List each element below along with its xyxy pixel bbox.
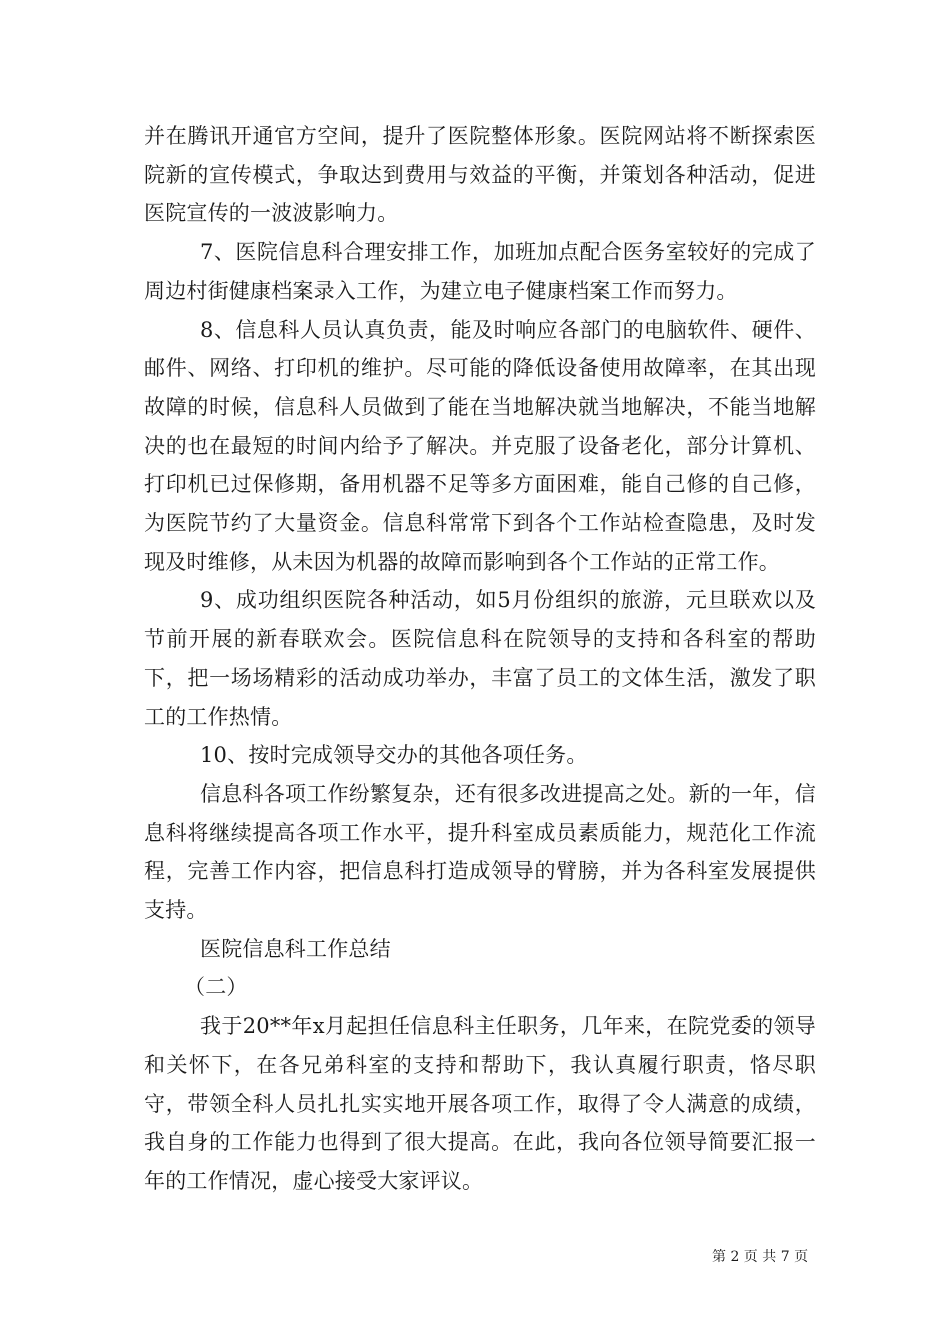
paragraph-summary: 信息科各项工作纷繁复杂，还有很多改进提高之处。新的一年，信息科将继续提高各项工作水平，提升科室成员素质能力，规范化工作流程，完善工作内容，把信息科打造成领导的臂膀，并为各科室发展提供支持。 [144, 781, 816, 923]
paragraph-item-8: 8、信息科人员认真负责，能及时响应各部门的电脑软件、硬件、邮件、网络、打印机的维护。尽可能的降低设备使用故障率，在其出现故障的时候，信息科人员做到了能在当地解决就当地解决，不能当地解决的也在最短的时间内给予了解决。并克服了设备老化，部分计算机、打印机已过保修期，备用机器不足等多方面困难，能自己修的自己修，为医院节约了大量资金。信息科常常下到各个工作站检查隐患，及时发现及时维修，从未因为机器的故障而影响到各个工作站的正常工作。 [144, 317, 816, 574]
section-subtitle: （二） [184, 975, 248, 1000]
paragraph-continuation: 并在腾讯开通官方空间，提升了医院整体形象。医院网站将不断探索医院新的宣传模式，争取达到费用与效益的平衡，并策划各种活动，促进医院宣传的一波波影响力。 [144, 124, 816, 226]
section-title: 医院信息科工作总结 [200, 936, 391, 961]
paragraph-item-10: 10、按时完成领导交办的其他各项任务。 [200, 743, 588, 768]
paragraph-item-9: 9、成功组织医院各种活动，如5月份组织的旅游，元旦联欢以及节前开展的新春联欢会。医院信息科在院领导的支持和各科室的帮助下，把一场场精彩的活动成功举办，丰富了员工的文体生活，激发了职工的工作热情。 [144, 588, 816, 729]
document-body [144, 117, 816, 1201]
page-number: 第 2 页 共 7 页 [712, 1249, 809, 1265]
paragraph-item-7: 7、医院信息科合理安排工作，加班加点配合医务室较好的完成了周边村街健康档案录入工作，为建立电子健康档案工作而努力。 [144, 240, 816, 303]
paragraph-intro: 我于20**年x月起担任信息科主任职务，几年来，在院党委的领导和关怀下，在各兄弟科室的支持和帮助下，我认真履行职责，恪尽职守，带领全科人员扎扎实实地开展各项工作，取得了令人满意的成绩，我自身的工作能力也得到了很大提高。在此，我向各位领导简要汇报一年的工作情况，虚心接受大家评议。 [144, 1014, 816, 1193]
